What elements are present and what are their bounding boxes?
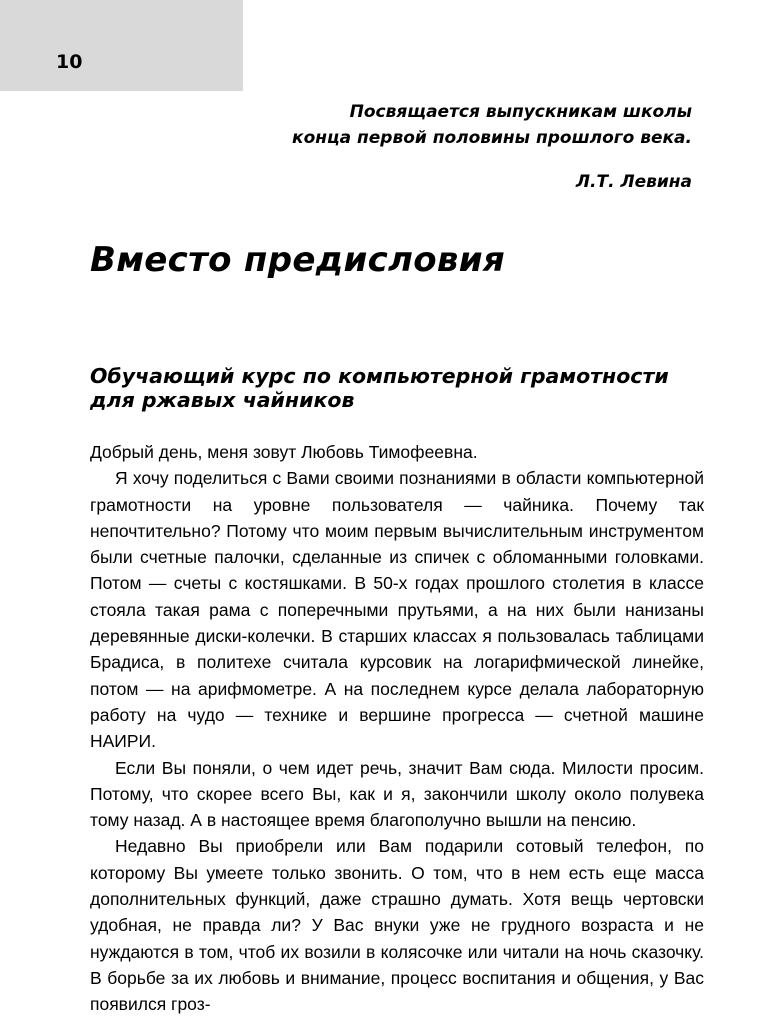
body-paragraph: Недавно Вы приобрели или Вам подарили сотовый телефон, по которому Вы умеете только звонить. О том, что в нем есть еще масса дополнительных функций, даже страшно думать. Хотя вещь чертовски удобная, не правда ли? У Вас внуки уже не грудного возраста и не нуждаются в том, чтоб их возили в колясочке или читали на ночь сказочку. В борьбе за их любовь и внимание, процесс воспитания и общения, у Вас появился гроз- [90,836,704,1015]
dedication-line: Посвящается выпускникам школы [349,102,692,122]
page-number-tab [0,0,243,91]
chapter-title: Вместо предисловия [90,240,505,280]
section-title: Обучающий курс по компьютерной грамотности для ржавых чайников [90,364,669,412]
dedication [132,99,692,151]
body-paragraph: Я хочу поделиться с Вами своими познаниями в области компьютерной грамотности на уровне пользователя — чайника. Почему так непочтительно? Потому что моим первым вычислительным инструментом были счетные палочки, сделанные из спичек с обломанными головками. Потом — счеты с костяшками. В 50-х годах прошлого столетия в классе стояла такая рама с поперечными прутьями, а на них были нанизаны деревянные диски-колечки. В старших классах я пользовалась таблицами Брадиса, в политехе считала курсовик на логарифмической линейке, потом — на арифмометре. А на последнем курсе делала лабораторную работу на чудо — технике и вершине прогресса — счетной машине НАИРИ. [90,468,704,752]
page-number: 10 [56,51,83,73]
dedication-line: конца первой половины прошлого века. [292,128,692,148]
body-paragraph: Если Вы поняли, о чем идет речь, значит Вам сюда. Милости просим. Потому, что скорее всего Вы, как и я, закончили школу около полувека тому назад. А в настоящее время благополучно вышли на пенсию. [90,757,704,831]
body-text [90,439,704,1018]
body-paragraph: Добрый день, меня зовут Любовь Тимофеевна. [90,442,478,462]
dedication-author: Л.Т. Левина [575,172,692,192]
